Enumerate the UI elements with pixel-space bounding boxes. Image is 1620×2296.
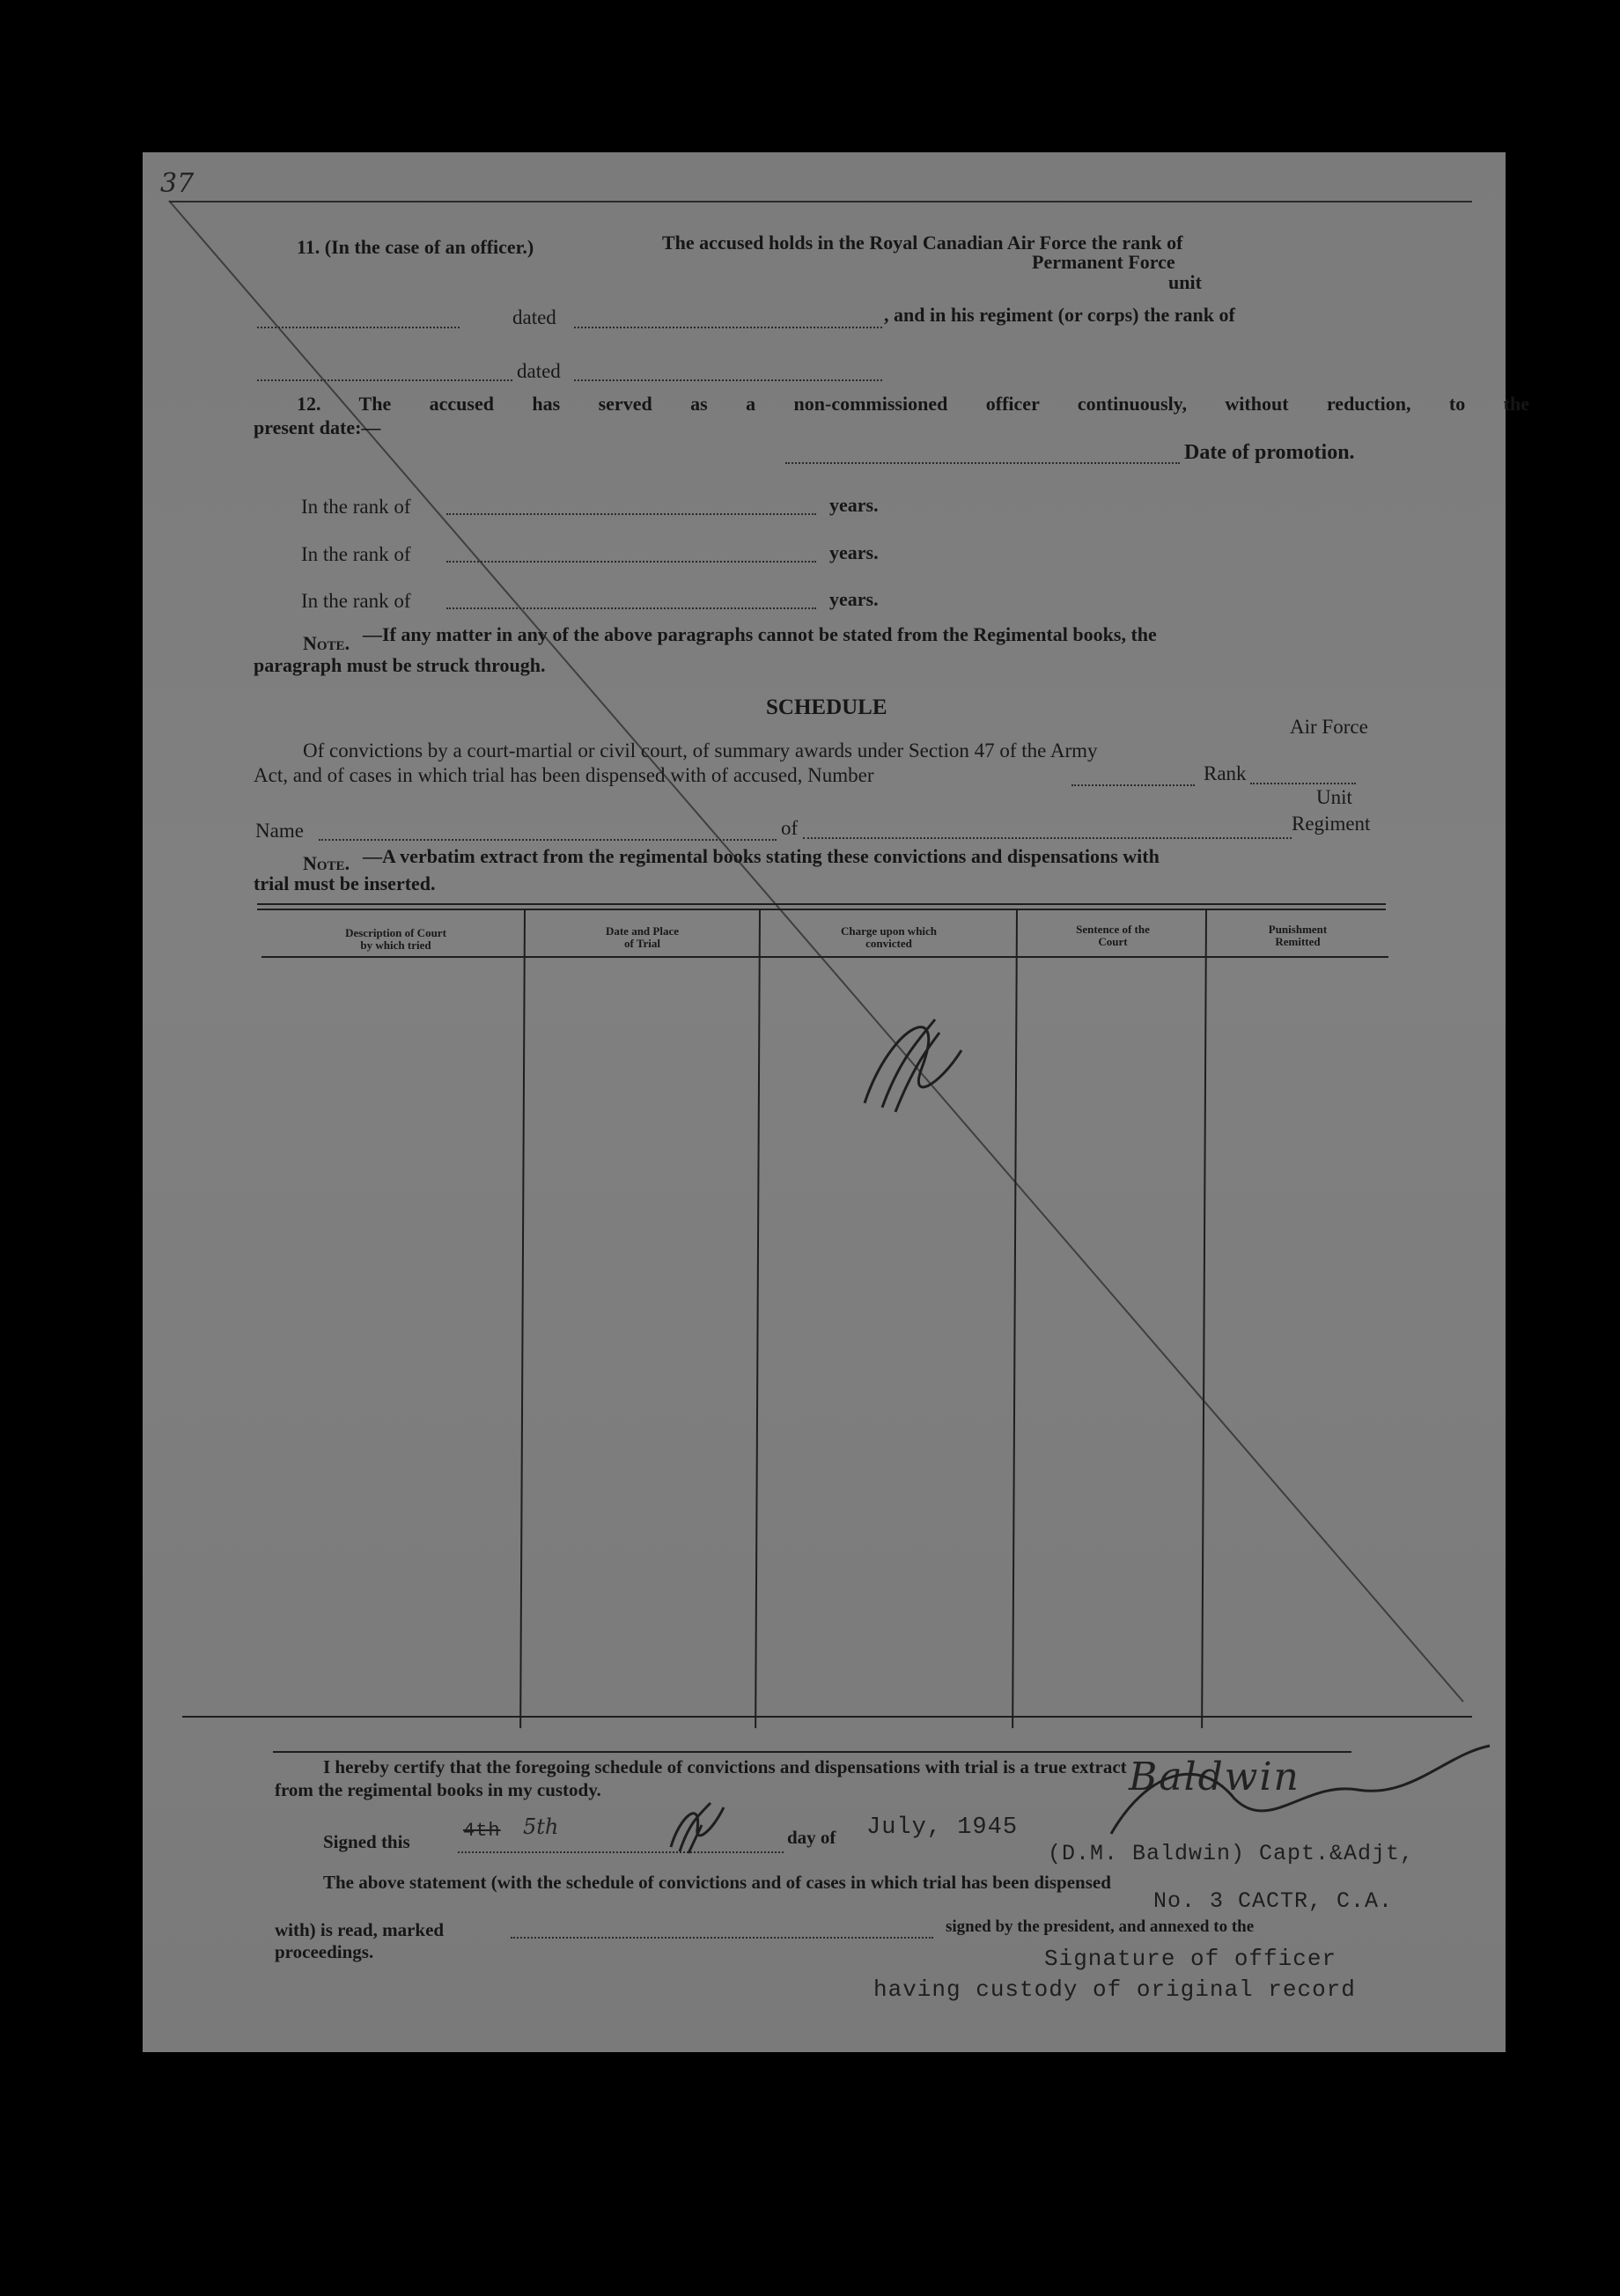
schedule-unit-insert: Unit xyxy=(1316,786,1352,808)
para11-insert-permanent-force: Permanent Force xyxy=(1032,251,1175,273)
schedule-of-label: of xyxy=(781,817,799,839)
statement-line3: proceedings. xyxy=(275,1941,374,1962)
day-struck: 4th xyxy=(463,1820,501,1842)
signature-of-officer-label: Signature of officer xyxy=(1044,1946,1337,1972)
document-sheet xyxy=(143,152,1529,2052)
schedule-note-lead: Note. xyxy=(303,852,350,874)
schedule-of-dots xyxy=(803,837,1292,839)
col-header-charge-line1: Charge upon which xyxy=(840,924,938,938)
para11-dots-1 xyxy=(257,327,460,328)
rank-row-3-years: years. xyxy=(829,588,879,610)
col-header-punishment-line2: Remitted xyxy=(1275,935,1321,948)
schedule-name-dots xyxy=(319,839,777,841)
col-header-sentence xyxy=(1020,924,1205,948)
note1-line1: —If any matter in any of the above paragraphs cannot be stated from the Regimental books, the xyxy=(363,623,1157,645)
statement-line1: The above statement (with the schedule of convictions and of cases in which trial has been dispensed xyxy=(323,1872,1111,1893)
para11-dots-2 xyxy=(574,327,882,328)
schedule-number-dots xyxy=(1071,784,1195,786)
para12-text: 12. The accused has served as a non-commissioned officer continuously, without reduction, to the xyxy=(297,393,1529,415)
para12-text-2: present date:— xyxy=(254,416,381,438)
schedule-regiment-label: Regiment xyxy=(1292,813,1371,835)
schedule-rank-label: Rank xyxy=(1204,762,1247,784)
officer-signature: Baldwin xyxy=(1129,1755,1300,1799)
col-header-date-line1: Date and Place xyxy=(605,924,680,938)
table-top-rule xyxy=(257,903,1386,905)
schedule-air-force-insert: Air Force xyxy=(1290,716,1368,738)
note1-line2: paragraph must be struck through. xyxy=(254,654,546,676)
rank-row-1-label: In the rank of xyxy=(301,496,411,518)
day-of-label: day of xyxy=(787,1827,836,1848)
col-header-sentence-line2: Court xyxy=(1098,935,1128,948)
signer-unit: No. 3 CACTR, C.A. xyxy=(1153,1888,1394,1914)
col-header-court xyxy=(275,927,517,952)
table-header-rule xyxy=(261,956,1388,958)
rank-row-2-years: years. xyxy=(829,541,879,563)
para11-text: The accused holds in the Royal Canadian Air Force the rank of xyxy=(662,232,1183,254)
day-written: 5th xyxy=(523,1814,559,1839)
signature-flourish xyxy=(1094,1737,1498,1851)
note1-lead: Note. xyxy=(303,632,350,654)
para11-rank-text: , and in his regiment (or corps) the rank of xyxy=(884,304,1235,326)
schedule-note-line2: trial must be inserted. xyxy=(254,872,436,894)
schedule-name-label: Name xyxy=(255,820,304,842)
statement-line2b: signed by the president, and annexed to the xyxy=(946,1917,1255,1936)
col-header-punishment xyxy=(1210,924,1386,948)
para12-promotion-dots xyxy=(785,462,1180,464)
certificate-line1: I hereby certify that the foregoing schedule of convictions and dispensations with trial is a true extract xyxy=(323,1756,1127,1777)
schedule-line2a: Act, and of cases in which trial has been dispensed with of accused, Number xyxy=(254,764,874,786)
schedule-rank-dots xyxy=(1250,783,1356,784)
para11-dots-3 xyxy=(257,379,512,381)
signed-this-label: Signed this xyxy=(323,1831,410,1852)
rank-row-2-label: In the rank of xyxy=(301,543,411,565)
statement-line2a: with) is read, marked xyxy=(275,1919,445,1940)
rank-row-2-dots xyxy=(446,561,816,563)
custody-record-label: having custody of original record xyxy=(873,1976,1356,2003)
col-header-court-line1: Description of Court xyxy=(345,926,446,939)
initials-scribble xyxy=(662,1790,733,1860)
para11-label: 11. (In the case of an officer.) xyxy=(297,236,534,258)
nil-scribble xyxy=(865,1019,961,1112)
col-header-date-place xyxy=(530,925,755,950)
rank-row-1-years: years. xyxy=(829,494,879,516)
para11-dated-2: dated xyxy=(517,360,561,382)
col-header-charge xyxy=(763,925,1014,950)
schedule-line1: Of convictions by a court-martial or civil court, of summary awards under Section 47 of the Army xyxy=(303,740,1098,762)
rank-row-1-dots xyxy=(446,513,816,515)
para11-dots-4 xyxy=(574,379,882,381)
para11-insert-unit: unit xyxy=(1168,271,1202,293)
date-of-promotion-label: Date of promotion. xyxy=(1184,441,1355,464)
col-header-punishment-line1: Punishment xyxy=(1268,923,1328,936)
col-header-sentence-line1: Sentence of the xyxy=(1076,923,1150,936)
certificate-line2: from the regimental books in my custody. xyxy=(275,1779,601,1800)
col-header-charge-line2: convicted xyxy=(865,937,912,950)
schedule-note-line1: —A verbatim extract from the regimental books stating these convictions and dispensations with xyxy=(363,845,1160,867)
month-year: July, 1945 xyxy=(866,1814,1019,1841)
schedule-title: SCHEDULE xyxy=(766,695,887,719)
rank-row-3-label: In the rank of xyxy=(301,590,411,612)
table-bottom-rule xyxy=(182,1716,1472,1718)
col-header-date-line2: of Trial xyxy=(623,937,661,950)
signer-name: (D.M. Baldwin) Capt.&Adjt, xyxy=(1048,1841,1415,1866)
rank-row-3-dots xyxy=(446,607,816,609)
day-dots xyxy=(458,1851,784,1853)
col-header-court-line2: by which tried xyxy=(360,938,431,952)
para11-dated-1: dated xyxy=(512,306,556,328)
page-number: 37 xyxy=(160,168,195,199)
table-top-rule-2 xyxy=(257,909,1386,910)
marked-dots xyxy=(511,1937,933,1939)
